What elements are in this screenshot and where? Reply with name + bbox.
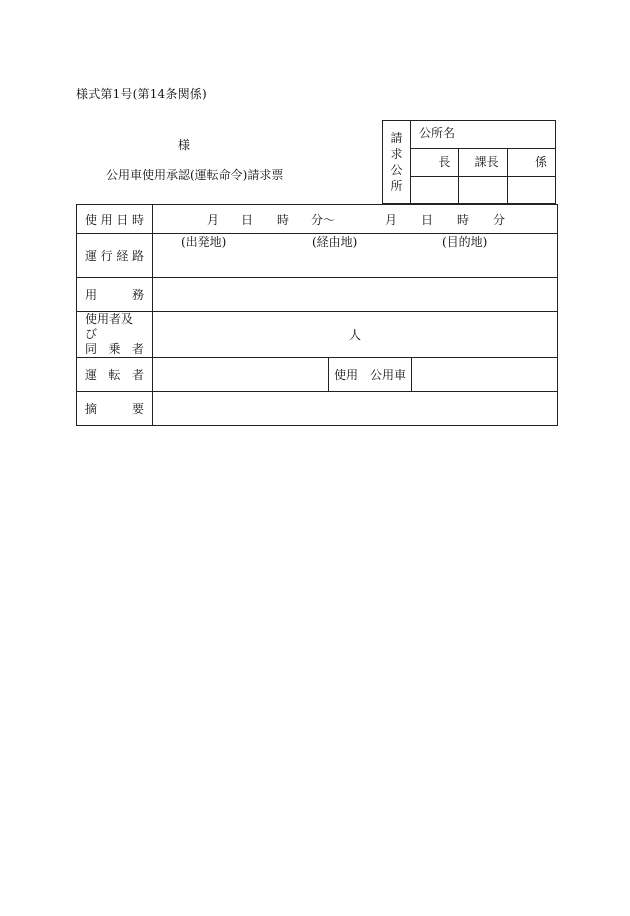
role-staff: 係: [534, 155, 547, 169]
label-char: 時: [131, 212, 144, 227]
usage-datetime-field[interactable]: [153, 205, 558, 234]
approver-role-row: [411, 149, 555, 177]
label-char: 運: [85, 368, 98, 382]
table-row: [77, 278, 558, 312]
via-label: (経由地): [312, 235, 358, 249]
day-end: 日: [421, 213, 434, 227]
driver-field[interactable]: [153, 358, 329, 392]
role-section-manager: 課長: [459, 149, 507, 176]
departure-label: (出発地): [181, 235, 227, 249]
hour-start: 時: [277, 213, 290, 227]
hour-end: 時: [457, 213, 470, 227]
remarks-label: [77, 392, 153, 426]
route-label: [77, 234, 153, 278]
remarks-field[interactable]: [153, 392, 558, 426]
label-char: 路: [131, 249, 144, 263]
label-char: 用: [100, 212, 113, 227]
table-row: [77, 312, 558, 358]
minute-start: 分〜: [311, 213, 336, 227]
users-count-field[interactable]: [153, 312, 558, 358]
label-char: 用: [85, 288, 98, 302]
request-form-table: [76, 204, 558, 426]
office-name-field[interactable]: [411, 121, 555, 149]
usage-datetime-label: [77, 205, 153, 234]
label-char: 乗: [108, 342, 121, 356]
label-char: 者: [131, 368, 144, 382]
label-char: 経: [116, 249, 129, 263]
month-end: 月: [385, 213, 398, 227]
label-char: 運: [85, 249, 98, 263]
purpose-label: [77, 278, 153, 312]
stamp-cell-staff[interactable]: [508, 177, 555, 203]
form-title: 公用車使用承認(運転命令)請求票: [106, 168, 284, 182]
label-char: 行: [100, 249, 113, 263]
label-char: 転: [108, 368, 121, 382]
vehicle-field[interactable]: [412, 358, 558, 392]
vertical-char: 公: [390, 163, 403, 177]
office-name-label: 公所名: [419, 126, 456, 140]
route-field[interactable]: [153, 234, 558, 278]
vertical-char: 請: [390, 131, 403, 145]
vertical-char: 所: [390, 179, 403, 193]
destination-label: (目的地): [442, 235, 488, 249]
request-office-box: [382, 120, 556, 204]
label-char: 使: [85, 212, 98, 227]
role-chief: 長: [411, 149, 459, 176]
purpose-field[interactable]: [153, 278, 558, 312]
addressee-suffix: 様: [178, 138, 191, 152]
form-number-label: 様式第1号(第14条関係): [76, 87, 207, 101]
label-char: 摘: [85, 402, 98, 416]
table-row: [77, 205, 558, 234]
table-row: [77, 234, 558, 278]
month-start: 月: [207, 213, 220, 227]
day-start: 日: [241, 213, 254, 227]
users-label: [77, 312, 153, 358]
label-char: 同: [85, 342, 98, 356]
approval-stamp-row: [411, 177, 555, 203]
label-char: 日: [116, 212, 129, 227]
vehicle-label: 使用 公用車: [329, 358, 412, 392]
stamp-cell-section-manager[interactable]: [459, 177, 507, 203]
label-char: 要: [131, 402, 144, 416]
table-row: [77, 392, 558, 426]
table-row: [77, 358, 558, 392]
vertical-char: 求: [390, 147, 403, 161]
minute-end: 分: [493, 213, 506, 227]
stamp-cell-chief[interactable]: [411, 177, 459, 203]
label-char: 務: [131, 288, 144, 302]
request-office-vertical-label: [383, 121, 411, 203]
label-char: 者: [131, 342, 144, 356]
driver-label: [77, 358, 153, 392]
users-label-line1: 使用者及び: [85, 312, 134, 341]
users-unit: 人: [349, 328, 362, 342]
